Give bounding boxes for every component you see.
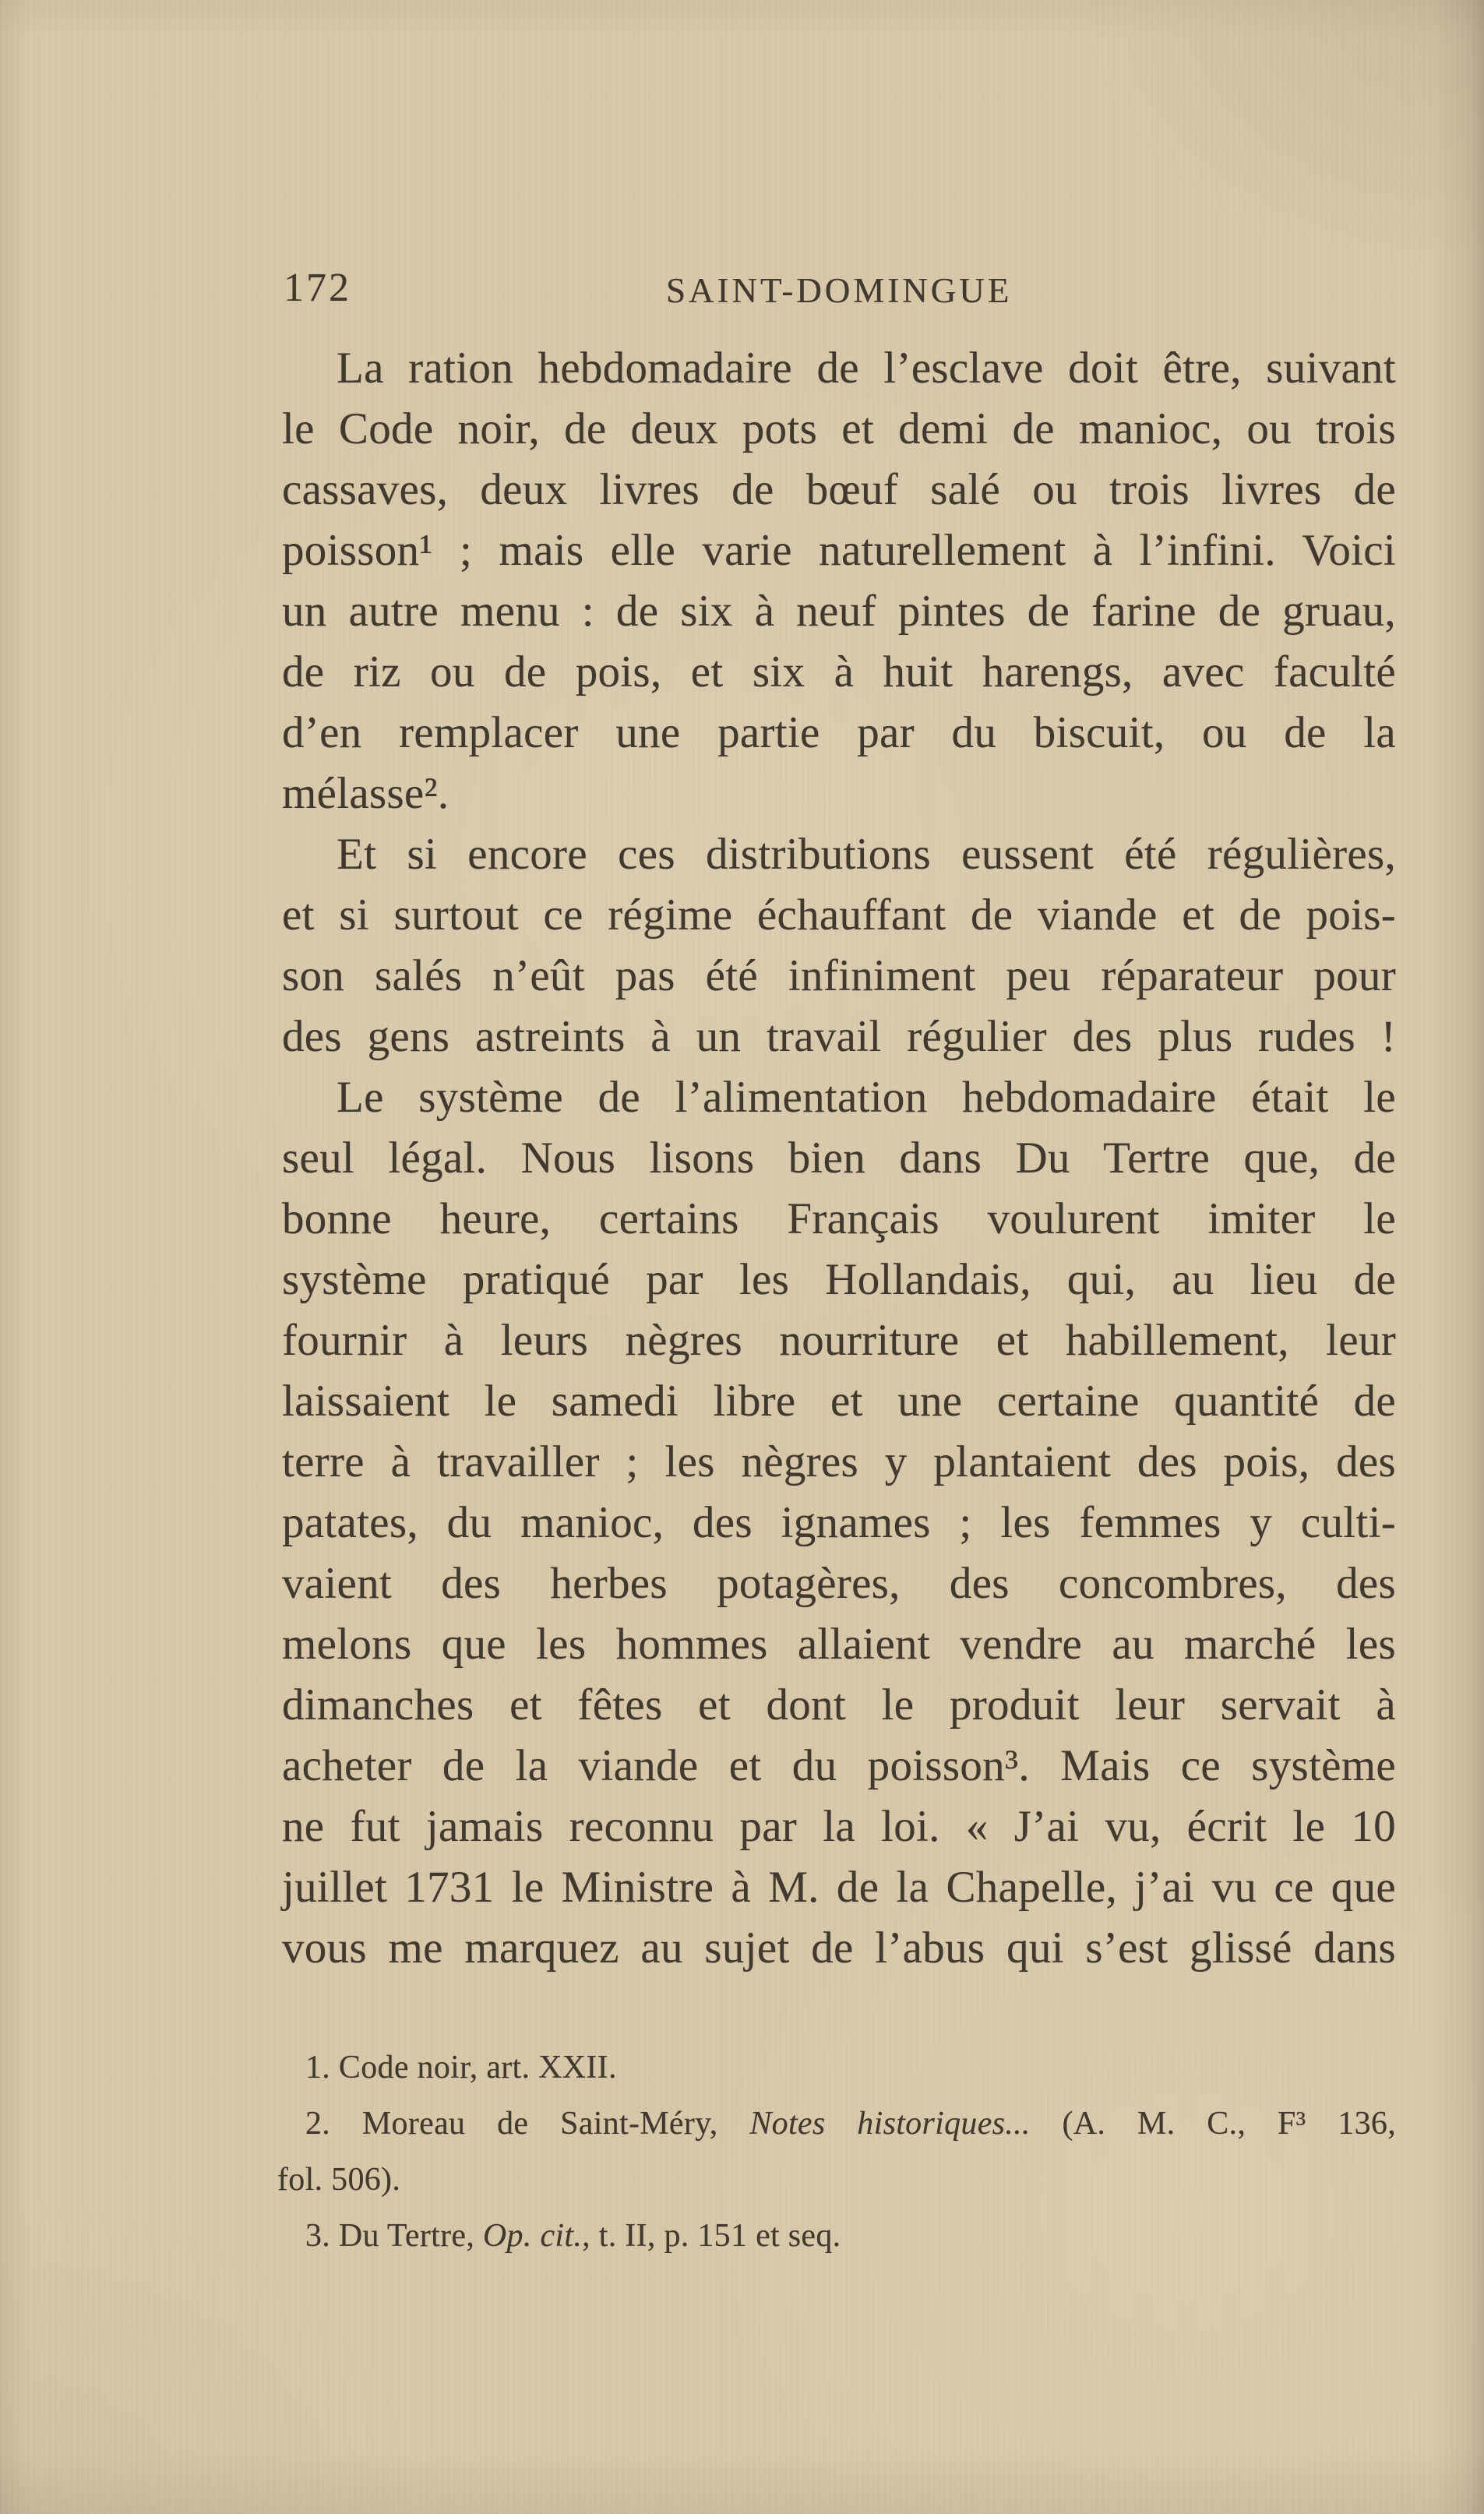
footnote-segment: fol. 506). xyxy=(277,2162,401,2198)
text-line: système pratiqué par les Hollandais, qui, au lieu de xyxy=(282,1255,1396,1304)
footnote-line xyxy=(277,2208,1396,2264)
text-line: dimanches et fêtes et dont le produit leur servait à xyxy=(282,1680,1396,1729)
text-line: seul légal. Nous lisons bien dans Du Tertre que, de xyxy=(282,1134,1396,1183)
text-line: cassaves, deux livres de bœuf salé ou trois livres de xyxy=(282,465,1396,514)
text-line: patates, du manioc, des ignames ; les femmes y culti- xyxy=(282,1498,1396,1547)
footnote-line xyxy=(277,2040,1396,2096)
text-line: Et si encore ces distributions eussent été régulières, xyxy=(337,830,1396,879)
footnote-segment: (A. M. C., F³ 136, xyxy=(1030,2106,1397,2142)
text-line: et si surtout ce régime échauffant de viande et de pois- xyxy=(282,890,1396,940)
footnote-line xyxy=(277,2152,1396,2208)
text-line: poisson¹ ; mais elle varie naturellement à l’infini. Voici xyxy=(282,526,1396,575)
text-line: mélasse². xyxy=(282,769,449,818)
text-line: de riz ou de pois, et six à huit harengs, avec faculté xyxy=(282,647,1396,696)
footnotes-block xyxy=(277,2040,1396,2264)
text-line: Le système de l’alimentation hebdomadaire était le xyxy=(337,1073,1396,1122)
running-title: SAINT-DOMINGUE xyxy=(665,271,1013,310)
text-line: melons que les hommes allaient vendre au marché les xyxy=(282,1620,1396,1669)
footnote-segment: 3. Du Tertre, xyxy=(305,2218,483,2254)
page-number: 172 xyxy=(284,266,351,310)
text-line: juillet 1731 le Ministre à M. de la Chapelle, j’ai vu ce que xyxy=(282,1863,1396,1912)
text-line: bonne heure, certains Français voulurent imiter le xyxy=(282,1194,1396,1243)
text-line: son salés n’eût pas été infiniment peu réparateur pour xyxy=(282,951,1396,1000)
footnote-segment: 1. Code noir, art. XXII. xyxy=(305,2050,617,2086)
footnote-italic-segment: Op. cit. xyxy=(482,2218,583,2254)
text-line: acheter de la viande et du poisson³. Mais ce système xyxy=(282,1741,1396,1790)
text-line: ne fut jamais reconnu par la loi. « J’ai vu, écrit le 10 xyxy=(282,1802,1396,1851)
text-line: vous me marquez au sujet de l’abus qui s’est glissé dans xyxy=(282,1923,1396,1973)
text-block xyxy=(282,338,1396,1979)
footnote-line xyxy=(277,2096,1396,2152)
text-line: laissaient le samedi libre et une certaine quantité de xyxy=(282,1377,1396,1426)
footnote-segment: , t. II, p. 151 et seq. xyxy=(582,2218,841,2254)
footnote-segment: 2. Moreau de Saint-Méry, xyxy=(305,2106,750,2142)
text-line: le Code noir, de deux pots et demi de manioc, ou trois xyxy=(282,404,1396,453)
text-line: des gens astreints à un travail régulier des plus rudes ! xyxy=(282,1012,1396,1061)
text-line: vaient des herbes potagères, des concombres, des xyxy=(282,1559,1396,1608)
text-line: d’en remplacer une partie par du biscuit, ou de la xyxy=(282,708,1396,757)
text-line: un autre menu : de six à neuf pintes de farine de gruau, xyxy=(282,587,1396,636)
footnote-italic-segment: Notes historiques... xyxy=(749,2106,1031,2142)
text-line: fournir à leurs nègres nourriture et habillement, leur xyxy=(282,1316,1396,1365)
text-line: terre à travailler ; les nègres y plantaient des pois, des xyxy=(282,1437,1396,1486)
text-line: La ration hebdomadaire de l’esclave doit être, suivant xyxy=(337,344,1396,393)
